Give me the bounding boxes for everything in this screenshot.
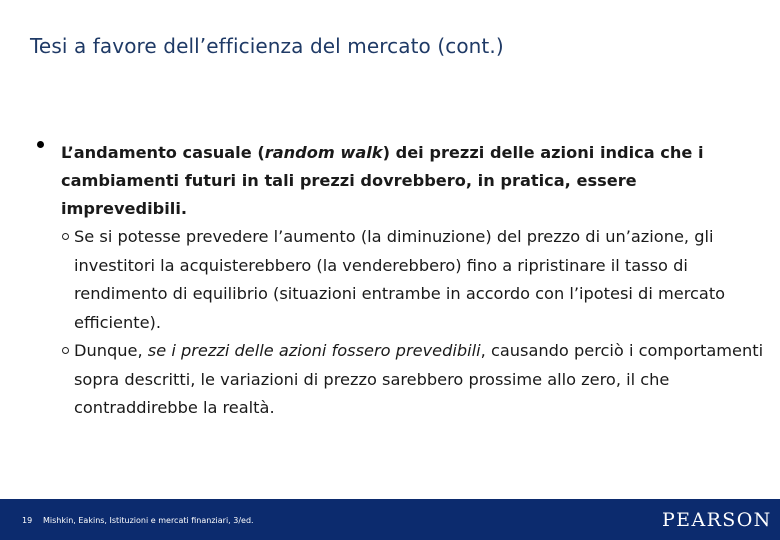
circle-bullet-icon — [62, 347, 69, 354]
slide-content — [30, 139, 764, 423]
sub-bullet-text-part: Se si potesse prevedere l’aumento (la diminuzione) del prezzo di un’azione, gli investitori la acquisterebbero (la venderebbero) fino a ripristinare il tasso di rendimento di equilibrio (situazioni entrambe in accordo con l’ipotesi di mercato efficiente). — [74, 227, 726, 332]
sub-bullet-text — [74, 223, 764, 337]
main-bullet-text — [61, 139, 731, 223]
sub-bullet — [30, 223, 760, 337]
page-number: 19 — [22, 516, 33, 525]
footer-citation: Mishkin, Eakins, Istituzioni e mercati finanziari, 3/ed. — [43, 516, 254, 525]
main-bullet-text-part: ) dei prezzi delle azioni indica che i cambiamenti futuri in tali prezzi dovrebbero, in pratica, essere imprevedibili. — [61, 143, 704, 218]
slide-title: Tesi a favore dell’efficienza del mercato (cont.) — [30, 34, 504, 58]
sub-bullet-text-part: Dunque, — [74, 341, 148, 360]
sub-bullet — [30, 337, 764, 423]
bullet-dot-icon — [37, 141, 44, 148]
main-bullet-text-italic: random walk — [264, 143, 383, 162]
pearson-logo: PEARSON — [662, 509, 772, 531]
sub-bullet-list — [30, 223, 764, 423]
sub-bullet-text-italic: se i prezzi delle azioni fossero prevedibili — [147, 341, 481, 360]
circle-bullet-icon — [62, 233, 69, 240]
main-bullet — [30, 139, 760, 223]
sub-bullet-text — [74, 337, 764, 423]
main-bullet-text-part: L’andamento casuale ( — [61, 143, 265, 162]
sub-bullet-text-part: , causando perciò i comportamenti sopra descritti, le variazioni di prezzo sarebbero prossime allo zero, il che contraddirebbe la realtà. — [74, 341, 764, 417]
footer-bar — [0, 499, 780, 540]
